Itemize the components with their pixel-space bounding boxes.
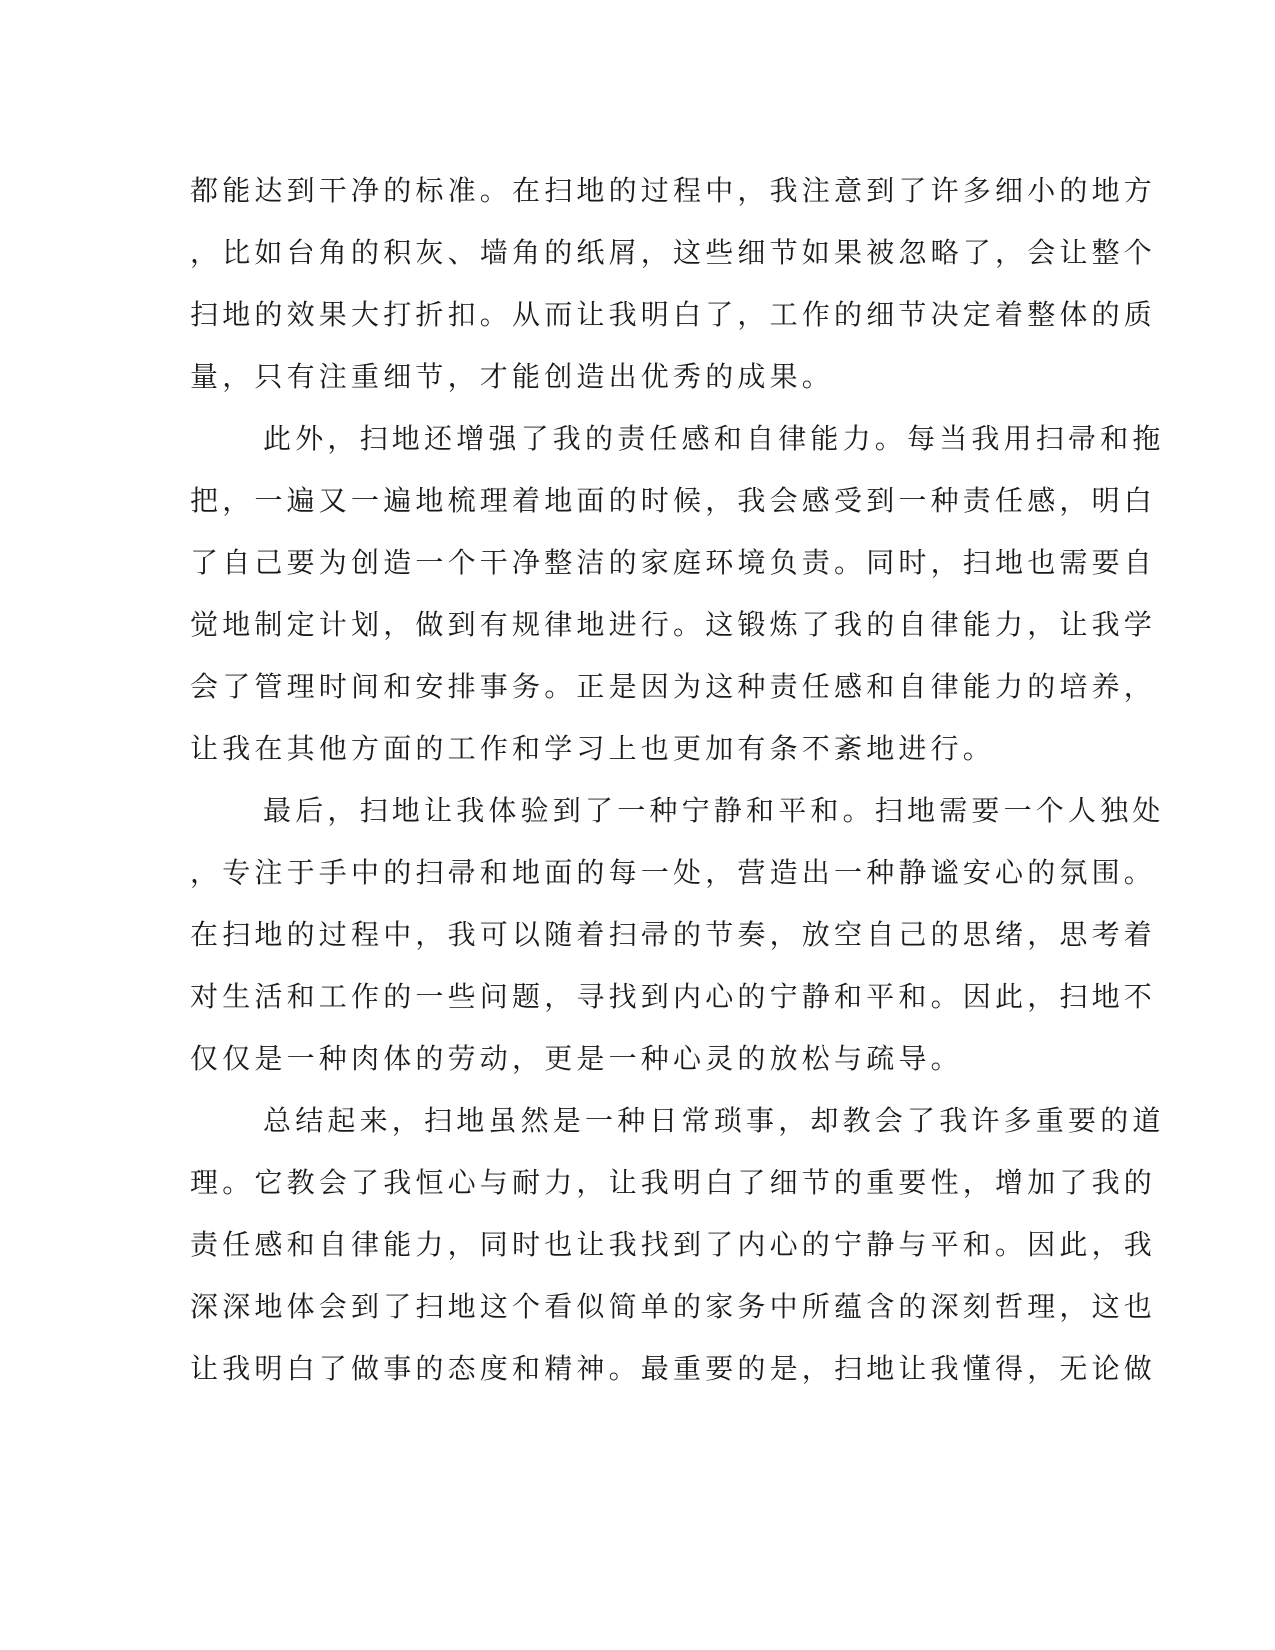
text-line: 了自己要为创造一个干净整洁的家庭环境负责。同时，扫地也需要自 [190, 546, 1157, 579]
text-line: 理。它教会了我恒心与耐力，让我明白了细节的重要性，增加了我的 [190, 1166, 1157, 1199]
text-line: ，比如台角的积灰、墙角的纸屑，这些细节如果被忽略了，会让整个 [190, 236, 1157, 269]
paragraph-start-line: 最后，扫地让我体验到了一种宁静和平和。扫地需要一个人独处 [263, 794, 1165, 827]
text-line: 对生活和工作的一些问题，寻找到内心的宁静和平和。因此，扫地不 [190, 980, 1157, 1013]
body-text [190, 160, 1165, 1400]
text-line: 责任感和自律能力，同时也让我找到了内心的宁静与平和。因此，我 [190, 1228, 1157, 1261]
text-line: ，专注于手中的扫帚和地面的每一处，营造出一种静谧安心的氛围。 [190, 856, 1157, 889]
text-line: 深深地体会到了扫地这个看似简单的家务中所蕴含的深刻哲理，这也 [190, 1290, 1157, 1323]
text-line: 都能达到干净的标准。在扫地的过程中，我注意到了许多细小的地方 [190, 174, 1157, 207]
paragraph-start-line: 总结起来，扫地虽然是一种日常琐事，却教会了我许多重要的道 [263, 1104, 1165, 1137]
text-line: 会了管理时间和安排事务。正是因为这种责任感和自律能力的培养， [190, 670, 1157, 703]
text-line: 扫地的效果大打折扣。从而让我明白了，工作的细节决定着整体的质 [190, 298, 1157, 331]
text-line: 量，只有注重细节，才能创造出优秀的成果。 [190, 360, 835, 393]
text-line: 把，一遍又一遍地梳理着地面的时候，我会感受到一种责任感，明白 [190, 484, 1157, 517]
text-line: 让我明白了做事的态度和精神。最重要的是，扫地让我懂得，无论做 [190, 1352, 1157, 1385]
text-line: 觉地制定计划，做到有规律地进行。这锻炼了我的自律能力，让我学 [190, 608, 1157, 641]
text-line: 在扫地的过程中，我可以随着扫帚的节奏，放空自己的思绪，思考着 [190, 918, 1157, 951]
text-line: 仅仅是一种肉体的劳动，更是一种心灵的放松与疏导。 [190, 1042, 963, 1075]
paragraph-start-line: 此外，扫地还增强了我的责任感和自律能力。每当我用扫帚和拖 [263, 422, 1165, 455]
text-line: 让我在其他方面的工作和学习上也更加有条不紊地进行。 [190, 732, 996, 765]
